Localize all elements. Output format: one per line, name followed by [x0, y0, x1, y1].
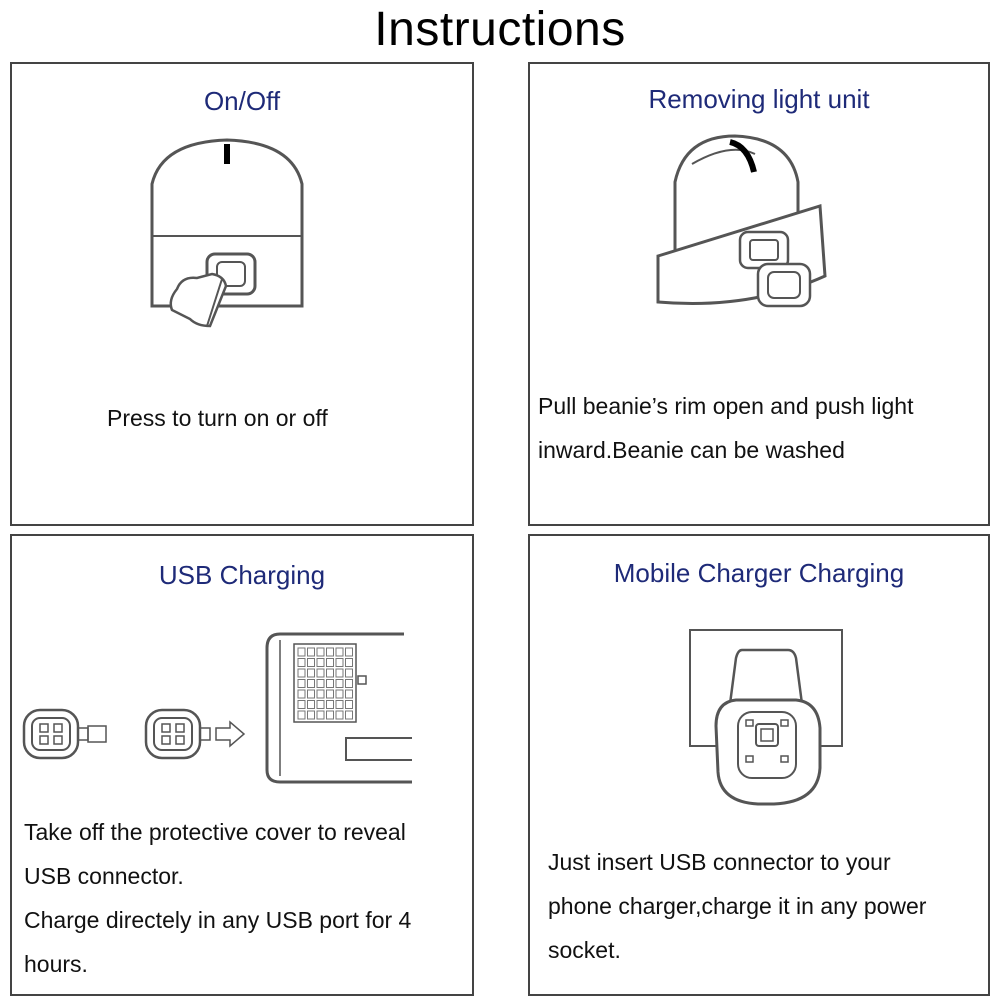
keyboard-key — [346, 690, 353, 698]
keyboard-key — [327, 648, 334, 656]
keyboard-key — [317, 690, 324, 698]
panel-on-off — [10, 62, 474, 526]
keyboard-key — [317, 680, 324, 688]
keyboard-key — [308, 669, 315, 677]
keyboard-key — [308, 659, 315, 667]
keyboard-key — [308, 711, 315, 719]
keyboard-key — [298, 648, 305, 656]
text-line: Take off the protective cover to reveal — [24, 819, 406, 845]
keyboard-key — [308, 648, 315, 656]
keyboard-key — [298, 669, 305, 677]
keyboard-key — [327, 680, 334, 688]
keyboard-key — [346, 648, 353, 656]
keyboard-key — [308, 680, 315, 688]
keyboard-key — [336, 711, 343, 719]
text-line: phone charger,charge it in any power — [548, 893, 927, 919]
page-title: Instructions — [374, 3, 626, 56]
keyboard-key — [336, 680, 343, 688]
text-line: socket. — [548, 937, 621, 963]
text-line: inward.Beanie can be washed — [538, 437, 845, 463]
keyboard-key — [346, 680, 353, 688]
panel-usb-charging — [10, 534, 474, 996]
keyboard-key — [346, 669, 353, 677]
keyboard-key — [308, 690, 315, 698]
text-line: Just insert USB connector to your — [548, 849, 891, 875]
keyboard-key — [327, 669, 334, 677]
keyboard-key — [327, 659, 334, 667]
text-line: Pull beanie’s rim open and push light — [538, 393, 914, 419]
keyboard-key — [336, 669, 343, 677]
keyboard-key — [298, 659, 305, 667]
keyboard-key — [336, 701, 343, 709]
keyboard-key — [317, 701, 324, 709]
keyboard-key — [346, 711, 353, 719]
keyboard-key — [317, 648, 324, 656]
keyboard-key — [346, 659, 353, 667]
text-line: hours. — [24, 951, 88, 977]
text-line: USB connector. — [24, 863, 184, 889]
keyboard-key — [298, 701, 305, 709]
panel-heading: USB Charging — [158, 560, 326, 590]
panel-text — [548, 840, 926, 972]
keyboard-key — [298, 680, 305, 688]
beanie-press-illustration — [12, 64, 476, 528]
keyboard-key — [336, 690, 343, 698]
keyboard-key — [317, 659, 324, 667]
keyboard-key — [327, 701, 334, 709]
keyboard-key — [298, 690, 305, 698]
keyboard-key — [336, 659, 343, 667]
keyboard-key — [336, 648, 343, 656]
keyboard-key — [317, 669, 324, 677]
panel-mobile-charger-charging — [528, 534, 990, 996]
panel-heading: On/Off — [203, 86, 281, 116]
keyboard-key — [317, 711, 324, 719]
panel-heading: Mobile Charger Charging — [613, 558, 905, 588]
panel-text — [24, 810, 411, 986]
keyboard-key — [298, 711, 305, 719]
panel-text — [107, 396, 328, 440]
keyboard-key — [327, 711, 334, 719]
keyboard-key — [327, 690, 334, 698]
text-line: Charge directely in any USB port for 4 — [24, 907, 412, 933]
keyboard-key — [308, 701, 315, 709]
panel-text — [538, 384, 914, 472]
text-line: Press to turn on or off — [107, 405, 328, 431]
keyboard-key — [346, 701, 353, 709]
panel-removing-light-unit — [528, 62, 990, 526]
panel-heading: Removing light unit — [648, 84, 870, 114]
